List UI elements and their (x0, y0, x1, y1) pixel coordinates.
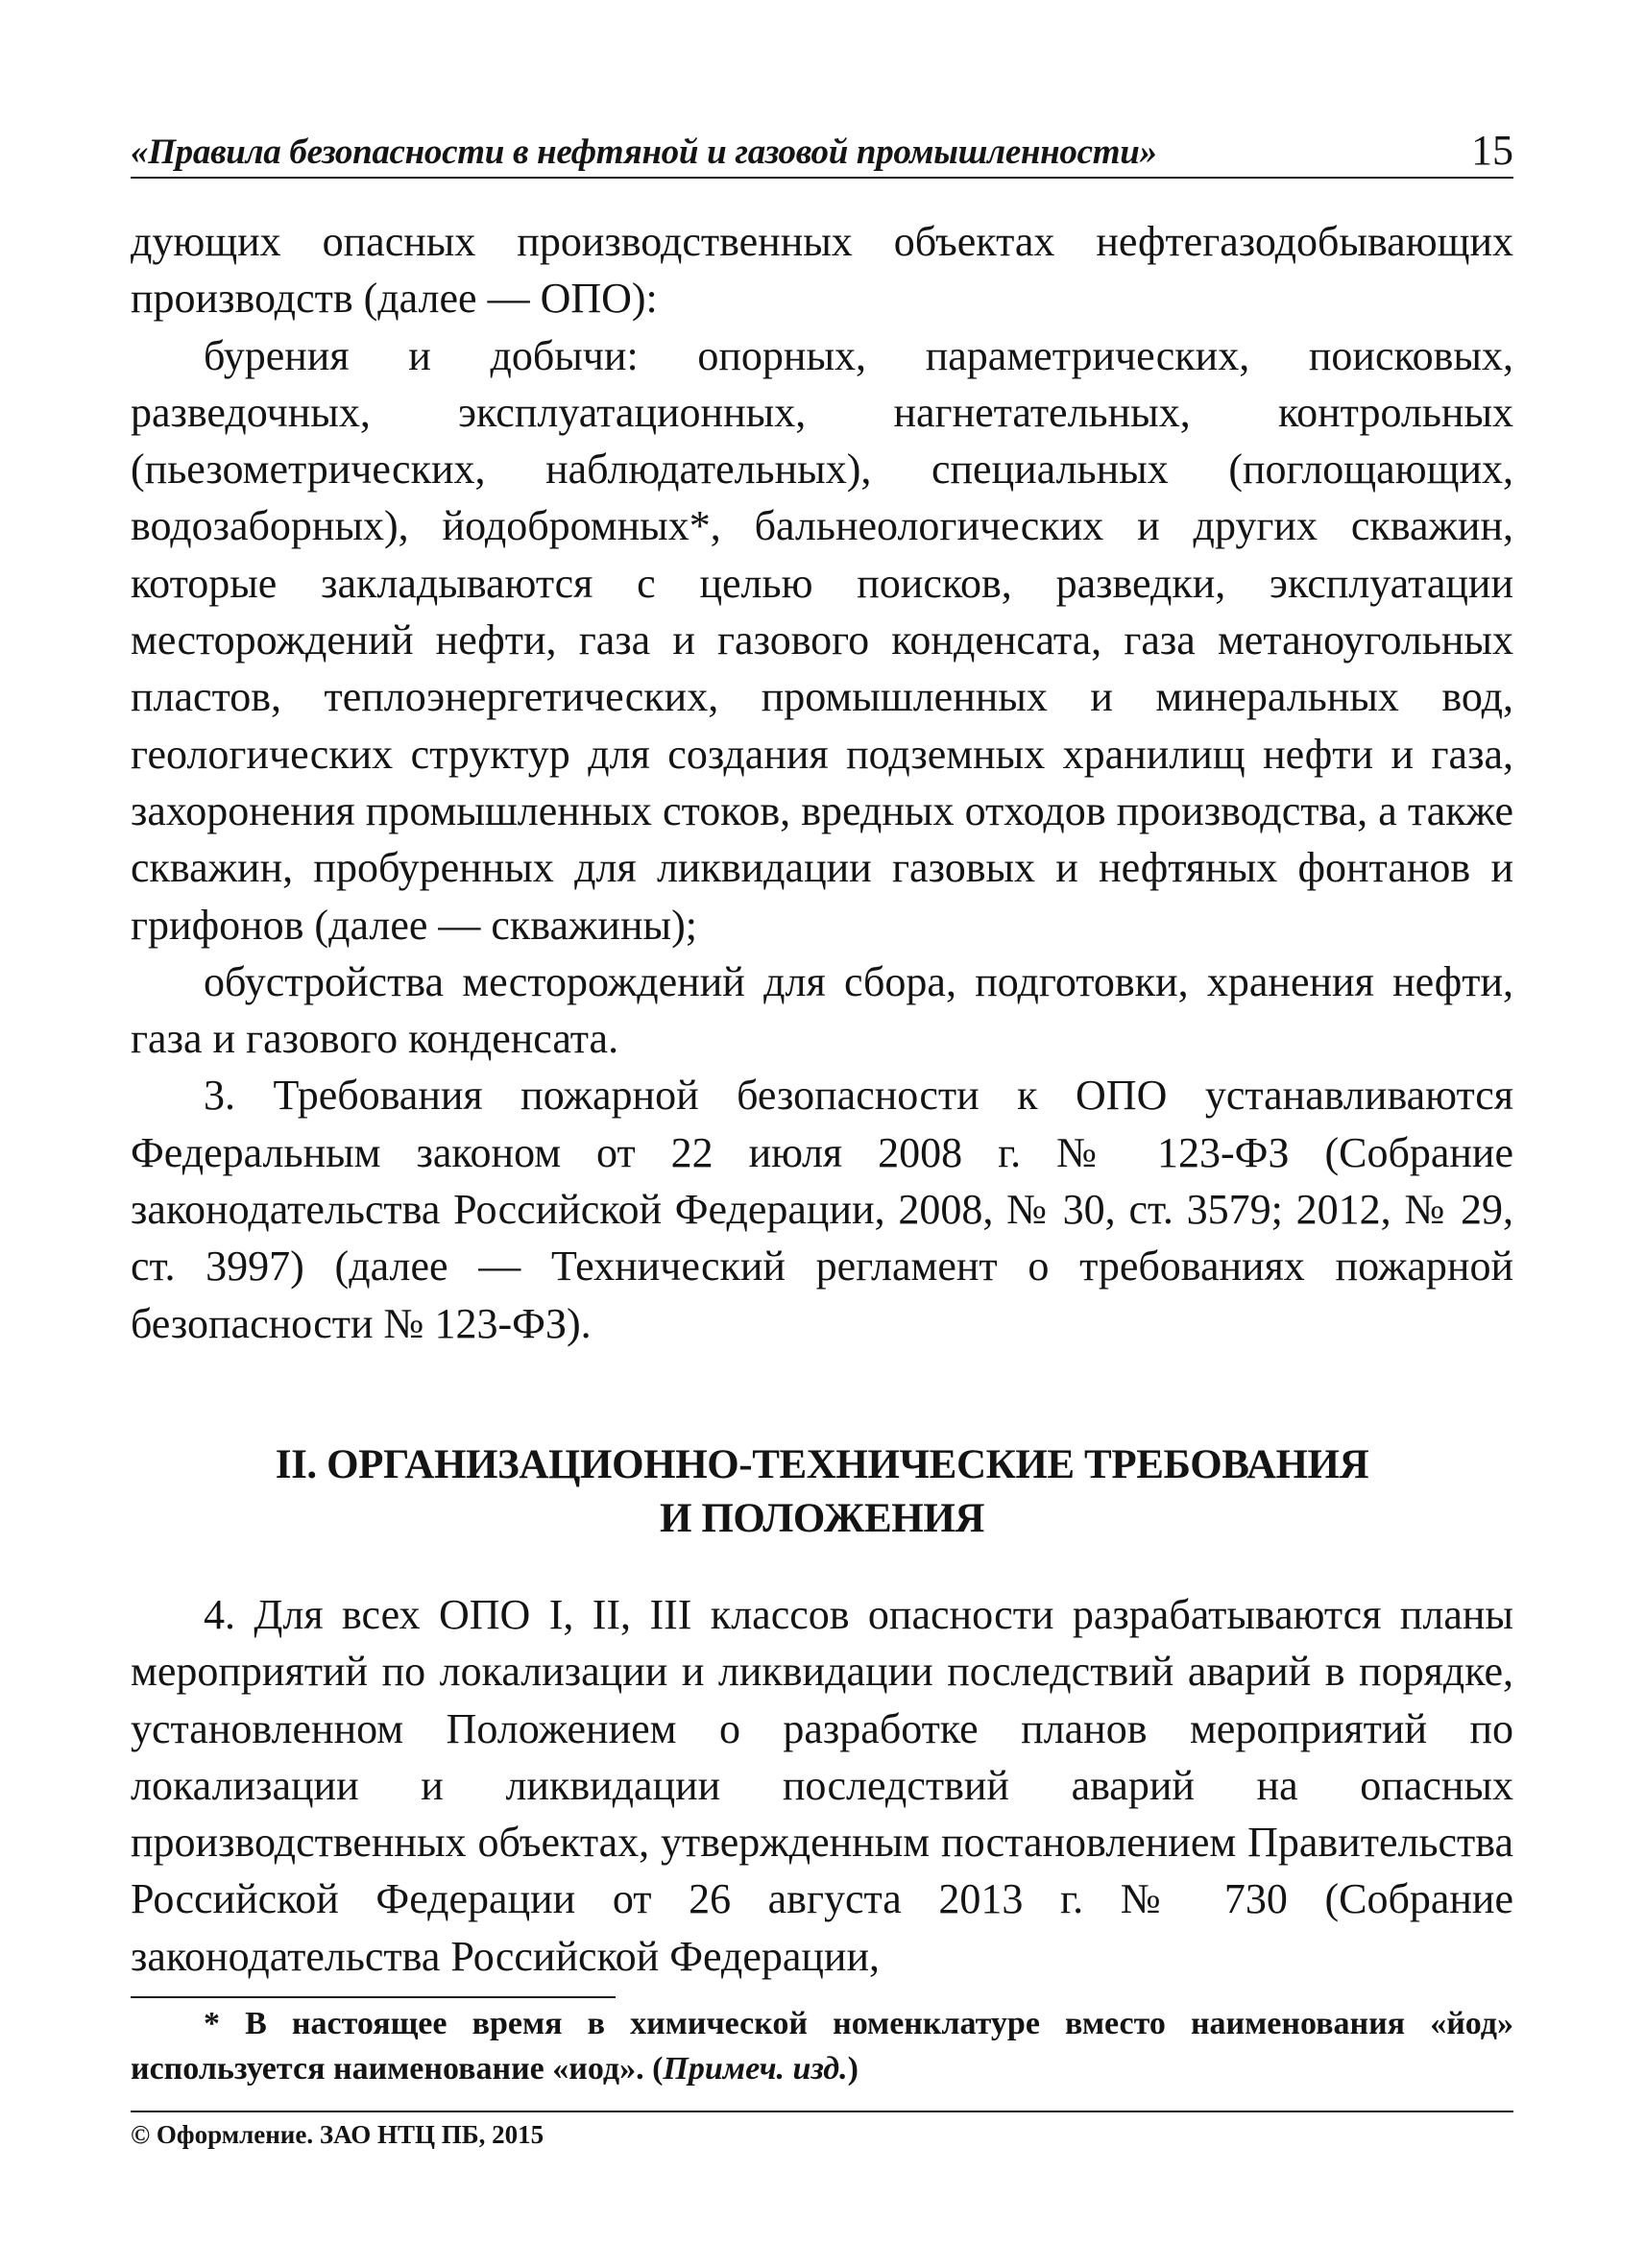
paragraph-fire-safety: 3. Требования пожарной безопасности к ОПО устанавливаются Федеральным законом от 22 июля 2008 г. № 123-ФЗ (Собрание законодательства Российской Федерации, 2008, № 30, ст. 3579; 2012, № 29, ст. 3997) (далее — Технический регламент о требованиях пожарной безопасности № 123-ФЗ). (131, 1072, 1513, 1347)
paragraph-field-development: обустройства месторождений для сбора, подготовки, хранения нефти, газа и газового конденсата. (131, 957, 1513, 1063)
footnote-text: * В настоящее время в химической номенклатуре вместо наименования «йод» используется наименование «иод». ( (131, 2006, 1513, 2087)
paragraph-drilling: бурения и добычи: опорных, параметрических, поисковых, разведочных, эксплуатационных, нагнетательных, контрольных (пьезометрических, наблюдательных), специальных (поглощающих, водозаборных), йодобромных*, бальнеологических и других скважин, которые закладываются с целью поисков, разведки, эксплуатации месторождений нефти, газа и газового конденсата, газа метаноугольных пластов, теплоэнергетических, промышленных и минеральных вод, геологических структур для создания подземных хранилищ нефти и газа, захоронения промышленных стоков, вредных отходов производства, а также скважин, пробуренных для ликвидации газовых и нефтяных фонтанов и грифонов (далее — скважины); (131, 331, 1513, 949)
bottom-rule (131, 2111, 1513, 2112)
footnote-close: ) (847, 2051, 859, 2087)
copyright-notice: © Оформление. ЗАО НТЦ ПБ, 2015 (131, 2120, 544, 2149)
footnote-editor-note: Примеч. изд. (663, 2051, 848, 2087)
running-header (131, 123, 1513, 179)
running-title: «Правила безопасности в нефтяной и газовой промышленности» (131, 133, 1157, 172)
section-text (131, 1586, 1513, 1985)
body-text (131, 213, 1513, 1352)
paragraph-accident-plans: 4. Для всех ОПО I, II, III классов опасности разрабатываются планы мероприятий по локализации и ликвидации последствий аварий в порядке, установленном Положением о разработке планов мероприятий по локализации и ликвидации последствий аварий на опасных производственных объектах, утвержденным постановлением Правительства Российской Федерации от 26 августа 2013 г. № 730 (Собрание законодательства Российской Федерации, (131, 1591, 1513, 1980)
paragraph-continuation: дующих опасных производственных объектах нефтегазодобывающих производств (далее — ОПО): (131, 218, 1513, 323)
section-heading (131, 1438, 1513, 1546)
document-page (131, 0, 1513, 2268)
section-heading-line-1: II. ОРГАНИЗАЦИОННО-ТЕХНИЧЕСКИЕ ТРЕБОВАНИЯ (275, 1442, 1369, 1487)
section-heading-line-2: И ПОЛОЖЕНИЯ (659, 1496, 985, 1541)
page-number: 15 (1471, 127, 1513, 174)
footnote-rule (131, 1996, 616, 1998)
footnote (131, 2001, 1513, 2091)
